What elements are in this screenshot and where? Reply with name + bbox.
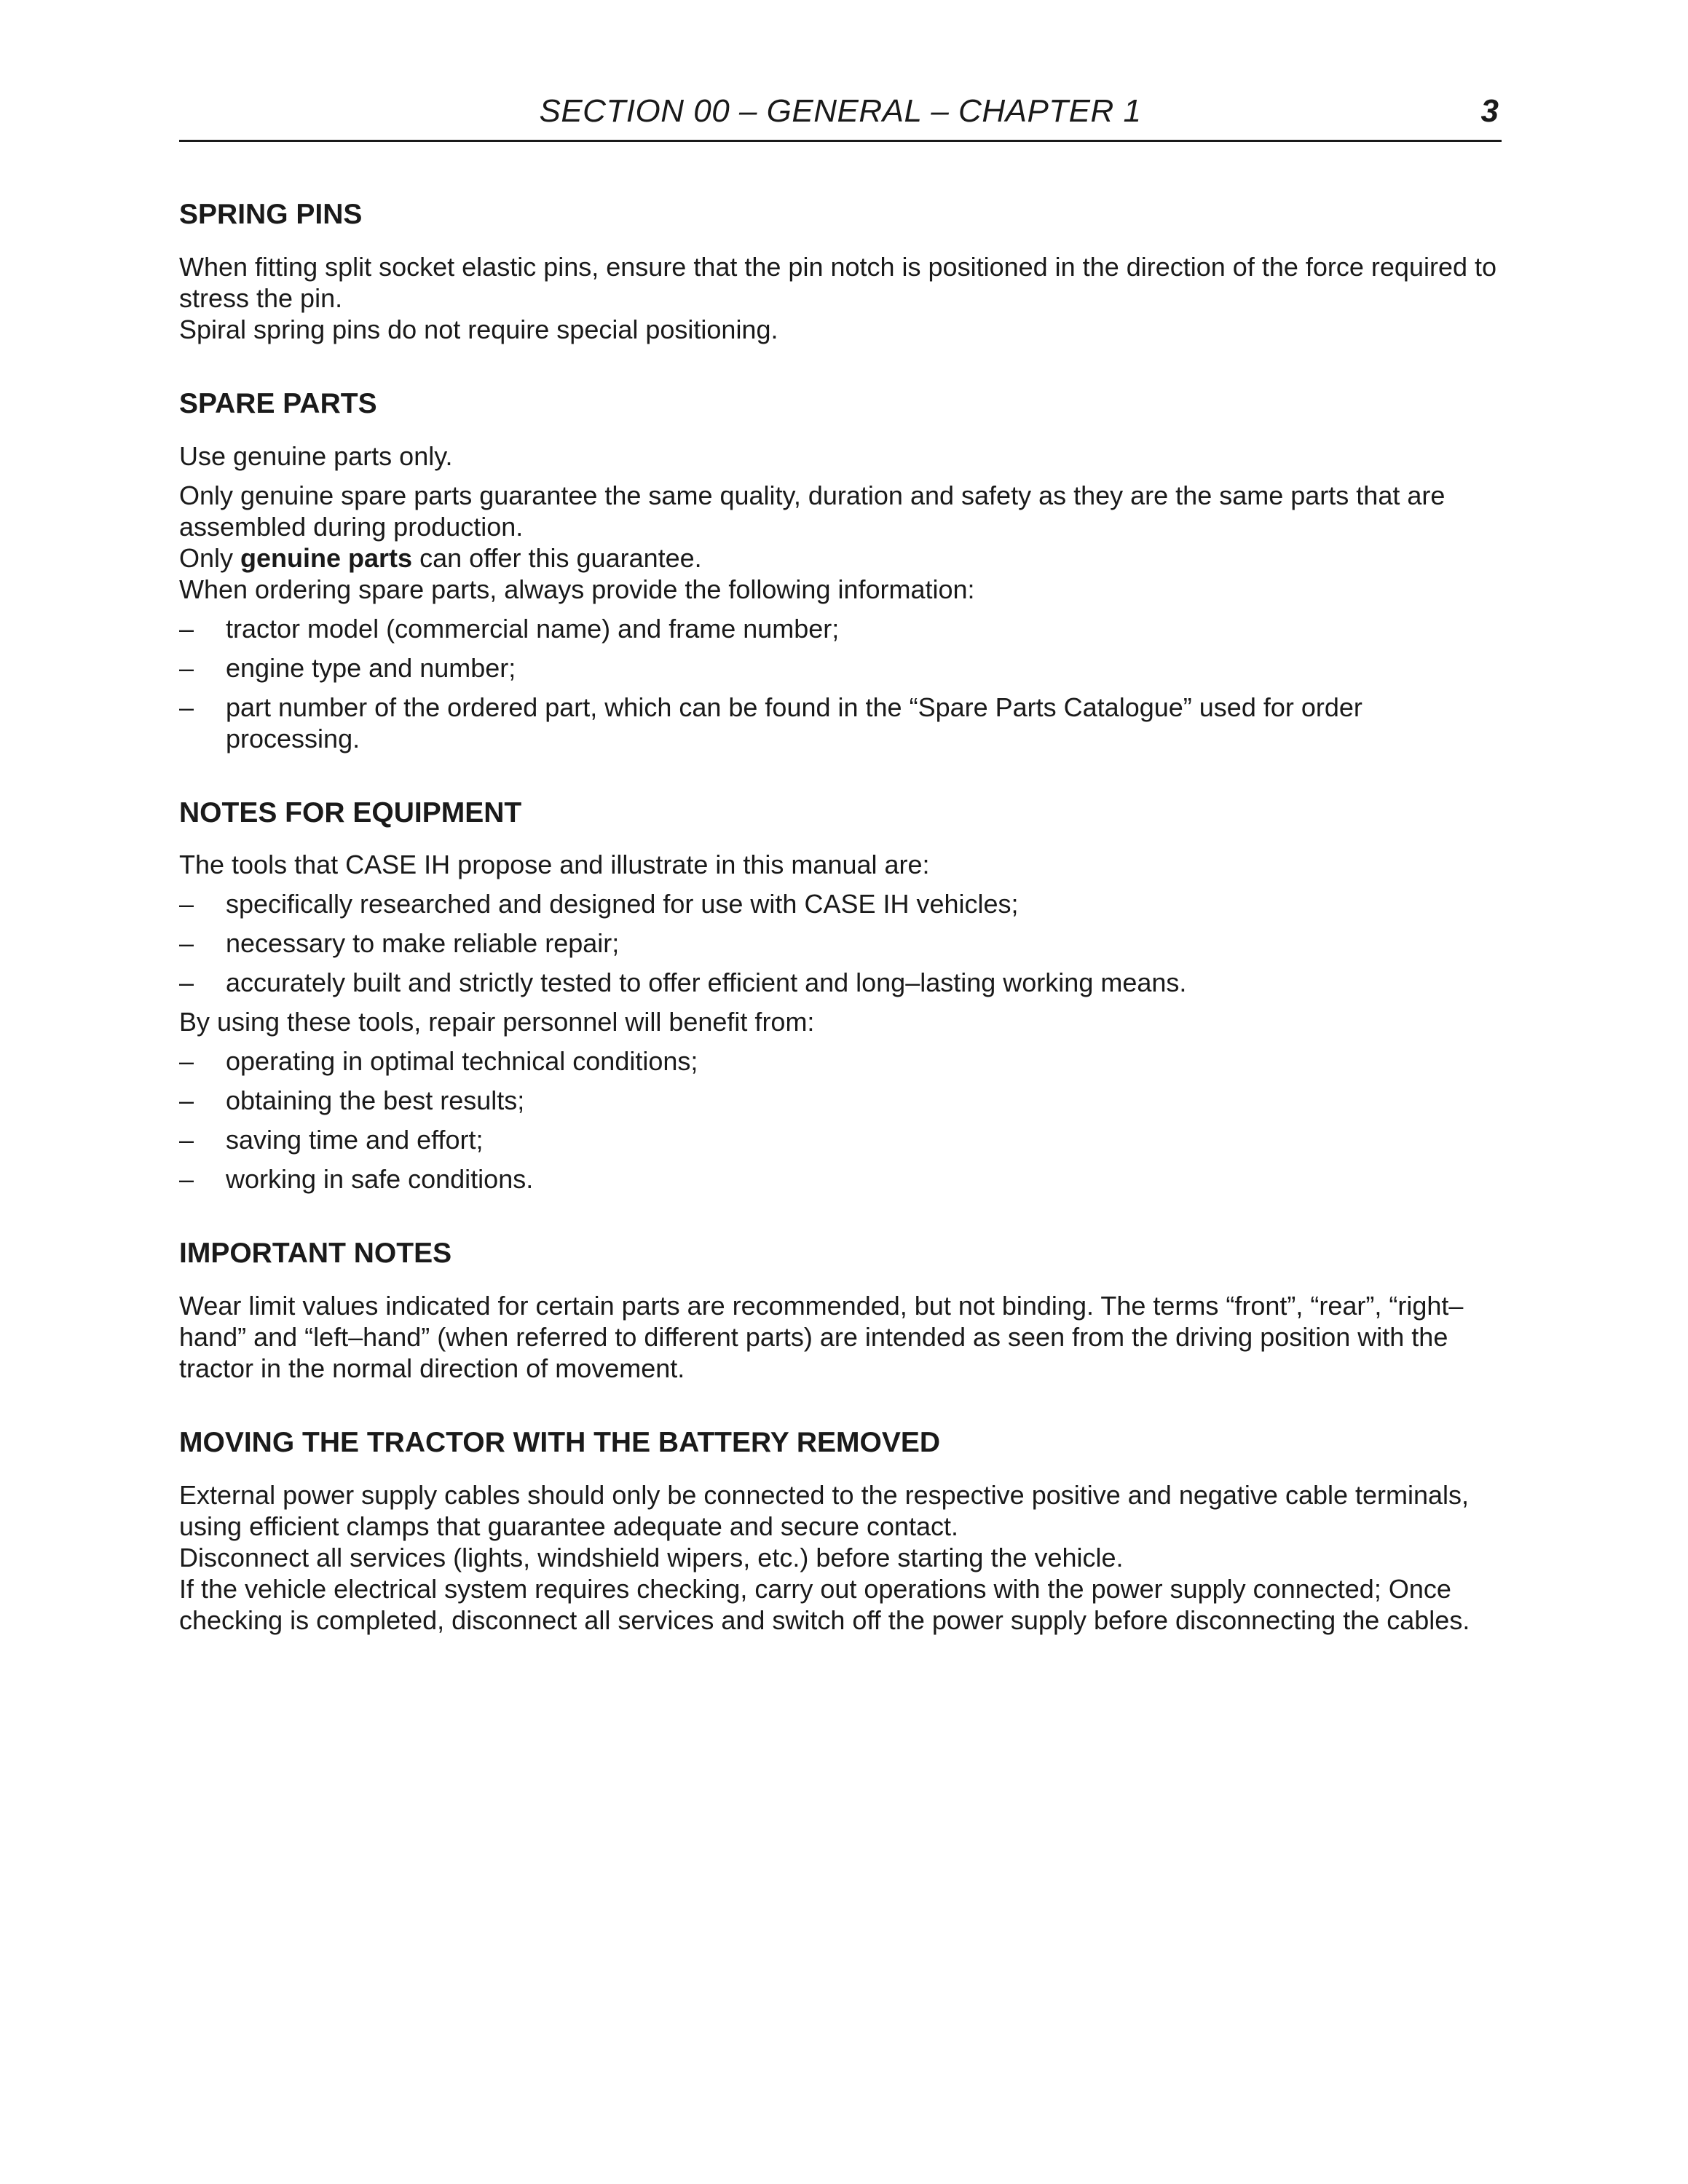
list-item [179, 927, 1502, 959]
paragraph: Spiral spring pins do not require special positioning. [179, 314, 778, 344]
paragraph: Only genuine spare parts guarantee the same quality, duration and safety as they are the same parts that are assembled during production. [179, 480, 1446, 542]
heading-important-notes: IMPORTANT NOTES [179, 1238, 452, 1270]
paragraph: Use genuine parts only. [179, 440, 453, 471]
text-run: can offer this guarantee. [412, 542, 702, 573]
dash-bullet: – [179, 928, 194, 959]
paragraph [179, 542, 1502, 574]
heading-notes-for-equipment: NOTES FOR EQUIPMENT [179, 796, 522, 828]
list-item-text: saving time and effort; [226, 1125, 484, 1155]
list-item [179, 1163, 1502, 1195]
heading-spare-parts: SPARE PARTS [179, 387, 377, 419]
dash-bullet: – [179, 613, 194, 644]
list-item-text: necessary to make reliable repair; [226, 928, 620, 959]
bullet-list [179, 888, 1502, 998]
paragraph: The tools that CASE IH propose and illustrate in this manual are: [179, 850, 930, 880]
list-item [179, 1045, 1502, 1077]
dash-bullet: – [179, 652, 194, 683]
paragraph: External power supply cables should only be connected to the respective positive and negative cable terminals, using efficient clamps that guarantee adequate and secure contact. [179, 1479, 1470, 1541]
list-item-text: working in safe conditions. [226, 1164, 534, 1195]
page-header [179, 87, 1502, 142]
dash-bullet: – [179, 889, 194, 919]
list-item [179, 1124, 1502, 1155]
list-item-text: specifically researched and designed for use with CASE IH vehicles; [226, 889, 1019, 919]
list-item [179, 692, 1502, 754]
list-item-text: obtaining the best results; [226, 1085, 525, 1116]
dash-bullet: – [179, 1085, 194, 1116]
list-item [179, 652, 1502, 684]
section-spare-parts [179, 387, 1502, 754]
paragraph: When fitting split socket elastic pins, ensure that the pin notch is positioned in the direction of the force required to stress the pin. [179, 251, 1497, 313]
list-item [179, 967, 1502, 998]
text-run: Only [179, 542, 241, 573]
bold-text: genuine parts [240, 542, 413, 573]
paragraph: Disconnect all services (lights, windshield wipers, etc.) before starting the vehicle. [179, 1542, 1124, 1572]
bullet-list [179, 613, 1502, 754]
bullet-list [179, 1045, 1502, 1195]
section-moving-tractor [179, 1426, 1502, 1636]
dash-bullet: – [179, 1125, 194, 1155]
heading-spring-pins: SPRING PINS [179, 199, 363, 230]
dash-bullet: – [179, 968, 194, 998]
heading-moving-tractor: MOVING THE TRACTOR WITH THE BATTERY REMOVED [179, 1427, 941, 1459]
paragraph: Wear limit values indicated for certain parts are recommended, but not binding. The terms “front”, “rear”, “right–hand” and “left–hand” (when referred to different parts) are intended as seen from the driving position with the tractor in the normal direction of movement. [179, 1291, 1464, 1384]
page-number: 3 [1480, 93, 1499, 129]
list-item-text: operating in optimal technical conditions; [226, 1046, 698, 1077]
list-item [179, 613, 1502, 644]
paragraph: If the vehicle electrical system requires checking, carry out operations with the power supply connected; Once checking is completed, disconnect all services and switch off the power supply before disconnecting the cables. [179, 1573, 1470, 1635]
list-item [179, 1085, 1502, 1116]
document-body [179, 198, 1502, 1678]
section-title: SECTION 00 – GENERAL – CHAPTER 1 [539, 93, 1142, 129]
section-notes-for-equipment [179, 796, 1502, 1195]
section-spring-pins [179, 198, 1502, 345]
paragraph: When ordering spare parts, always provide the following information: [179, 574, 975, 604]
dash-bullet: – [179, 692, 194, 722]
dash-bullet: – [179, 1046, 194, 1077]
paragraph: By using these tools, repair personnel will benefit from: [179, 1007, 815, 1037]
list-item-text: accurately built and strictly tested to offer efficient and long–lasting working means. [226, 968, 1187, 998]
list-item-text: part number of the ordered part, which can be found in the “Spare Parts Catalogue” used for order processing. [226, 692, 1362, 753]
section-important-notes [179, 1237, 1502, 1384]
list-item-text: tractor model (commercial name) and frame number; [226, 613, 840, 644]
list-item [179, 888, 1502, 919]
list-item-text: engine type and number; [226, 652, 516, 683]
dash-bullet: – [179, 1164, 194, 1195]
